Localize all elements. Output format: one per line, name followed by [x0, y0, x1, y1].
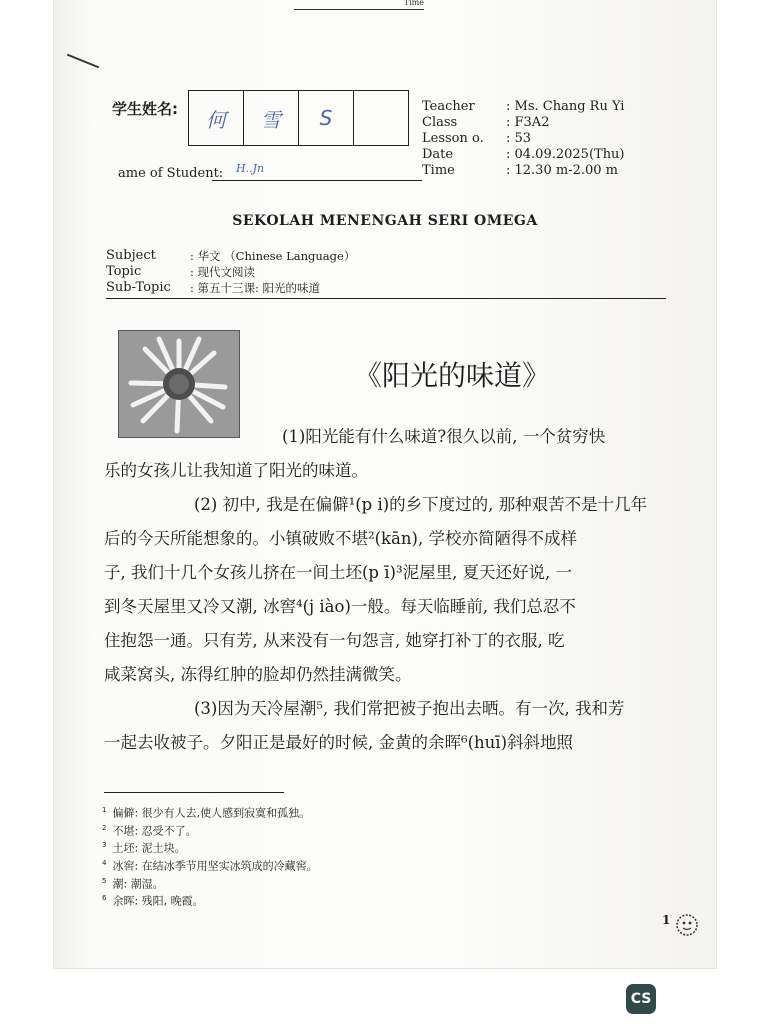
- subject-row: [106, 264, 355, 280]
- fold-mark: [67, 54, 99, 69]
- info-key: Class: [422, 115, 458, 130]
- paragraph-line: 后的今天所能想象的。小镇破败不堪²(kān), 学校亦简陋得不成样: [104, 529, 577, 548]
- footnote-text: 不堪: 忍受不了。: [112, 824, 197, 838]
- footnote-number: 1: [102, 806, 107, 814]
- footnote-text: 偏僻: 很少有人去,使人感到寂寞和孤独。: [112, 806, 311, 820]
- subject-info: [106, 248, 355, 296]
- footnote-number: 4: [102, 858, 107, 867]
- sunflower-image: [118, 330, 240, 438]
- name-box: 何: [189, 91, 244, 145]
- lesson-info: [422, 99, 625, 179]
- info-value: : F3A2: [506, 115, 550, 130]
- info-key: Lesson o.: [422, 131, 484, 146]
- subject-row: [106, 248, 355, 264]
- footnote: [102, 874, 318, 892]
- paragraph-line: 到冬天屋里又冷又潮, 冰窖⁴(j iào)一般。每天临睡前, 我们总忍不: [104, 597, 576, 616]
- footnote-text: 潮: 潮湿。: [112, 877, 164, 891]
- top-scrap-label: Time: [294, 0, 424, 10]
- info-row: [422, 99, 625, 115]
- sunflower-icon: [119, 331, 239, 437]
- subject-key: Sub-Topic: [106, 280, 171, 295]
- mascot-icon: [674, 912, 700, 938]
- subject-key: Topic: [106, 264, 142, 279]
- paragraph-line: (1)阳光能有什么味道?很久以前, 一个贫穷快: [282, 427, 606, 446]
- info-value: : Ms. Chang Ru Yi: [506, 99, 625, 114]
- footnote-number: 6: [102, 894, 107, 903]
- footnote-text: 土坯: 泥土块。: [112, 841, 186, 855]
- paragraph-line: 咸菜窝头, 冻得红肿的脸却仍然挂满微笑。: [104, 665, 412, 684]
- subject-key: Subject: [106, 248, 156, 263]
- footnote-divider: [104, 792, 284, 793]
- footnote: [102, 838, 318, 856]
- english-name-value: H..Jn: [236, 162, 265, 175]
- name-box: 雪: [244, 91, 299, 145]
- info-row: [422, 131, 625, 147]
- footnote-text: 冰窖: 在结冰季节用坚实冰筑成的冷藏窖。: [112, 859, 318, 873]
- footnote: [102, 856, 318, 874]
- footnote-text: 余晖: 残阳, 晚霞。: [112, 894, 204, 908]
- header-divider: [106, 298, 666, 299]
- paragraph-line: 子, 我们十几个女孩儿挤在一间土坯(p ī)³泥屋里, 夏天还好说, 一: [104, 563, 573, 582]
- info-row: [422, 163, 625, 179]
- student-name-label: 学生姓名:: [112, 100, 178, 118]
- footnotes: [102, 803, 318, 909]
- subject-row: [106, 280, 355, 296]
- info-value: : 04.09.2025(Thu): [506, 147, 625, 162]
- school-name: SEKOLAH MENENGAH SERI OMEGA: [232, 213, 538, 229]
- footnote-number: 2: [102, 823, 107, 832]
- paragraph-line: 一起去收被子。夕阳正是最好的时候, 金黄的余晖⁶(huī)斜斜地照: [104, 733, 574, 752]
- subject-value: : 第五十三课: 阳光的味道: [190, 281, 321, 295]
- article-title: 《阳光的味道》: [354, 359, 551, 392]
- subject-value: : 现代文阅读: [190, 265, 256, 279]
- info-row: [422, 115, 625, 131]
- footnote: [102, 803, 318, 821]
- english-name-line: [212, 180, 422, 181]
- subject-value: : 华文 （Chinese Language）: [190, 249, 356, 263]
- name-box: [354, 91, 408, 145]
- page-number: 1: [662, 913, 671, 927]
- info-row: [422, 147, 625, 163]
- paragraph-line: (3)因为天冷屋潮⁵, 我们常把被子抱出去晒。有一次, 我和芳: [194, 699, 625, 718]
- paragraph-line: 乐的女孩儿让我知道了阳光的味道。: [104, 461, 368, 480]
- footnote: [102, 891, 318, 909]
- student-name-boxes: [188, 90, 409, 146]
- footnote: [102, 821, 318, 839]
- paragraph-line: (2) 初中, 我是在偏僻¹(p i)的乡下度过的, 那种艰苦不是十几年: [194, 495, 648, 514]
- info-key: Teacher: [422, 99, 475, 114]
- camscanner-badge-icon: CS: [626, 984, 656, 1014]
- info-value: : 53: [506, 131, 532, 146]
- worksheet-page: [54, 0, 716, 968]
- footnote-number: 5: [102, 876, 107, 885]
- english-name-label: ame of Student:: [118, 166, 224, 181]
- paragraph-line: 住抱怨一通。只有芳, 从来没有一句怨言, 她穿打补丁的衣服, 吃: [104, 631, 565, 650]
- footnote-number: 3: [102, 841, 107, 850]
- info-key: Date: [422, 147, 454, 162]
- name-box: S: [299, 91, 354, 145]
- info-key: Time: [422, 163, 455, 178]
- info-value: : 12.30 m-2.00 m: [506, 163, 618, 178]
